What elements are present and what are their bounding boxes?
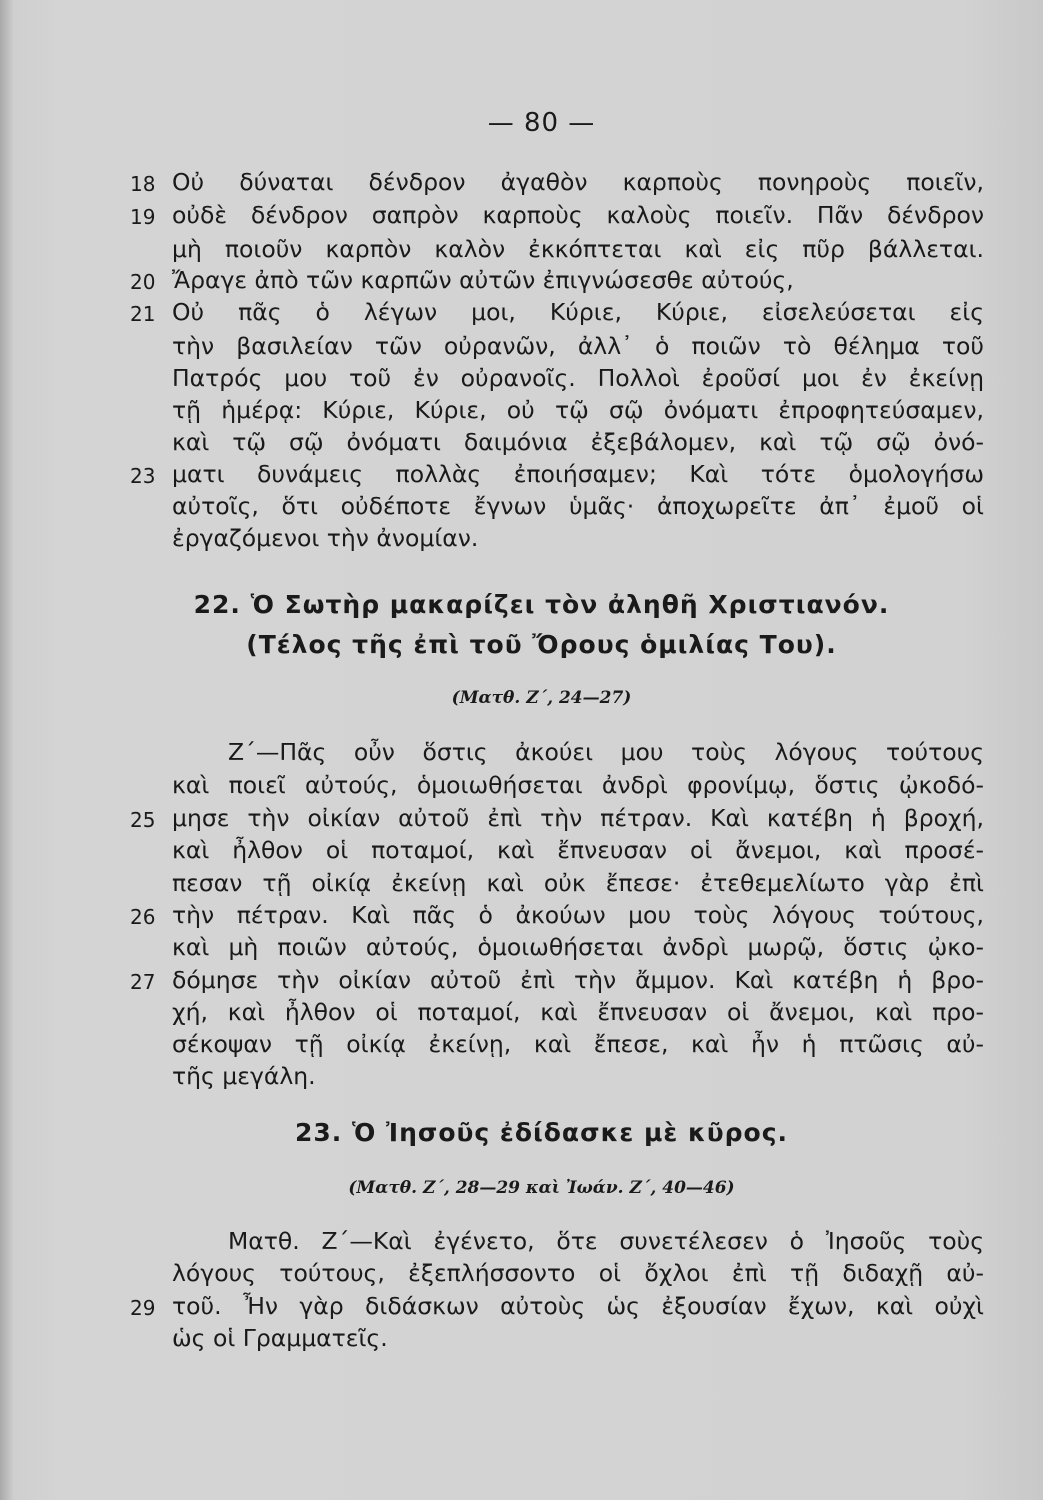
verse-number: 20 — [130, 270, 156, 294]
verse-number: 26 — [130, 905, 156, 929]
section-22-title-line-2: (Τέλος τῆς ἐπὶ τοῦ Ὄρους ὁμιλίας Του). — [246, 630, 837, 659]
line-text: καὶ τῷ σῷ ὀνόματι δαιμόνια ἐξεβάλομεν, καὶ τῷ σῷ ὀνό- — [172, 428, 984, 456]
line-text: Ζ΄—Πᾶς οὖν ὅστις ἀκούει μου τοὺς λόγους τούτους — [228, 738, 984, 766]
verse-number: 21 — [130, 302, 156, 326]
line-text: τὴν βασιλείαν τῶν οὐρανῶν, ἀλλ᾽ ὁ ποιῶν τὸ θέλημα τοῦ — [172, 332, 984, 360]
verse-number: 25 — [130, 808, 156, 832]
line-text: Οὐ πᾶς ὁ λέγων μοι, Κύριε, Κύριε, εἰσελεύσεται εἰς — [172, 298, 984, 326]
line-text: μὴ ποιοῦν καρπὸν καλὸν ἐκκόπτεται καὶ εἰς πῦρ βάλλεται. — [172, 235, 984, 263]
line-text: τῇ ἡμέρᾳ: Κύριε, Κύριε, οὐ τῷ σῷ ὀνόματι ἐπροφητεύσαμεν, — [172, 396, 984, 424]
section-22-title-line-1: 22. Ὁ Σωτὴρ μακαρίζει τὸν ἀληθῆ Χριστιανόν. — [193, 590, 890, 619]
verse-number: 19 — [130, 205, 156, 229]
line-text: καὶ ἦλθον οἱ ποταμοί, καὶ ἔπνευσαν οἱ ἄνεμοι, καὶ προσέ- — [172, 836, 984, 864]
line-text: χή, καὶ ἦλθον οἱ ποταμοί, καὶ ἔπνευσαν οἱ ἄνεμοι, καὶ προ- — [172, 998, 984, 1026]
line-text: καὶ ποιεῖ αὐτούς, ὁμοιωθήσεται ἀνδρὶ φρονίμῳ, ὅστις ᾠκοδό- — [172, 771, 984, 799]
verse-number: 23 — [130, 464, 156, 488]
line-text: Ματθ. Ζ΄—Καὶ ἐγένετο, ὅτε συνετέλεσεν ὁ Ἰησοῦς τοὺς — [228, 1227, 984, 1255]
line-text: τοῦ. Ἦν γὰρ διδάσκων αὐτοὺς ὡς ἐξουσίαν ἔχων, καὶ οὐχὶ — [172, 1292, 984, 1320]
line-text: τὴν πέτραν. Καὶ πᾶς ὁ ἀκούων μου τοὺς λόγους τούτους, — [172, 901, 984, 929]
section-23-reference: (Ματθ. Ζ΄, 28—29 καὶ Ἰωάν. Ζ΄, 40—46) — [348, 1178, 735, 1198]
line-text: ἐργαζόμενοι τὴν ἀνομίαν. — [172, 524, 479, 552]
line-text: λόγους τούτους, ἐξεπλήσσοντο οἱ ὄχλοι ἐπὶ τῇ διδαχῇ αὐ- — [172, 1259, 984, 1287]
line-text: δόμησε τὴν οἰκίαν αὐτοῦ ἐπὶ τὴν ἄμμον. Καὶ κατέβη ἡ βρο- — [172, 966, 984, 994]
line-text: Ἄραγε ἀπὸ τῶν καρπῶν αὐτῶν ἐπιγνώσεσθε αὐτούς, — [172, 266, 794, 294]
line-text: μησε τὴν οἰκίαν αὐτοῦ ἐπὶ τὴν πέτραν. Καὶ κατέβη ἡ βροχή, — [172, 804, 984, 832]
line-text: πεσαν τῇ οἰκίᾳ ἐκείνῃ καὶ οὐκ ἔπεσε· ἐτεθεμελίωτο γὰρ ἐπὶ — [172, 869, 984, 897]
verse-number: 27 — [130, 970, 156, 994]
section-22-reference: (Ματθ. Ζ΄, 24—27) — [451, 688, 632, 708]
line-text: τῆς μεγάλη. — [172, 1062, 316, 1090]
line-text: Οὐ δύναται δένδρον ἀγαθὸν καρποὺς πονηροὺς ποιεῖν, — [172, 168, 984, 196]
section-23-title: 23. Ὁ Ἰησοῦς ἐδίδασκε μὲ κῦρος. — [294, 1118, 789, 1147]
line-text: ματι δυνάμεις πολλὰς ἐποιήσαμεν; Καὶ τότε ὁμολογήσω — [172, 460, 984, 488]
line-text: σέκοψαν τῇ οἰκίᾳ ἐκείνῃ, καὶ ἔπεσε, καὶ ἦν ἡ πτῶσις αὐ- — [172, 1030, 984, 1058]
line-text: Πατρός μου τοῦ ἐν οὐρανοῖς. Πολλοὶ ἐροῦσί μοι ἐν ἐκείνῃ — [172, 364, 984, 392]
line-text: αὐτοῖς, ὅτι οὐδέποτε ἔγνων ὑμᾶς· ἀποχωρεῖτε ἀπ᾽ ἐμοῦ οἱ — [172, 492, 984, 520]
verse-number: 18 — [130, 172, 156, 196]
line-text: καὶ μὴ ποιῶν αὐτούς, ὁμοιωθήσεται ἀνδρὶ μωρῷ, ὅστις ᾠκο- — [172, 933, 984, 961]
line-text: οὐδὲ δένδρον σαπρὸν καρποὺς καλοὺς ποιεῖν. Πᾶν δένδρον — [172, 201, 984, 229]
page-number: — 80 — — [487, 108, 596, 138]
verse-number: 29 — [130, 1296, 156, 1320]
line-text: ὡς οἱ Γραμματεῖς. — [172, 1324, 388, 1352]
